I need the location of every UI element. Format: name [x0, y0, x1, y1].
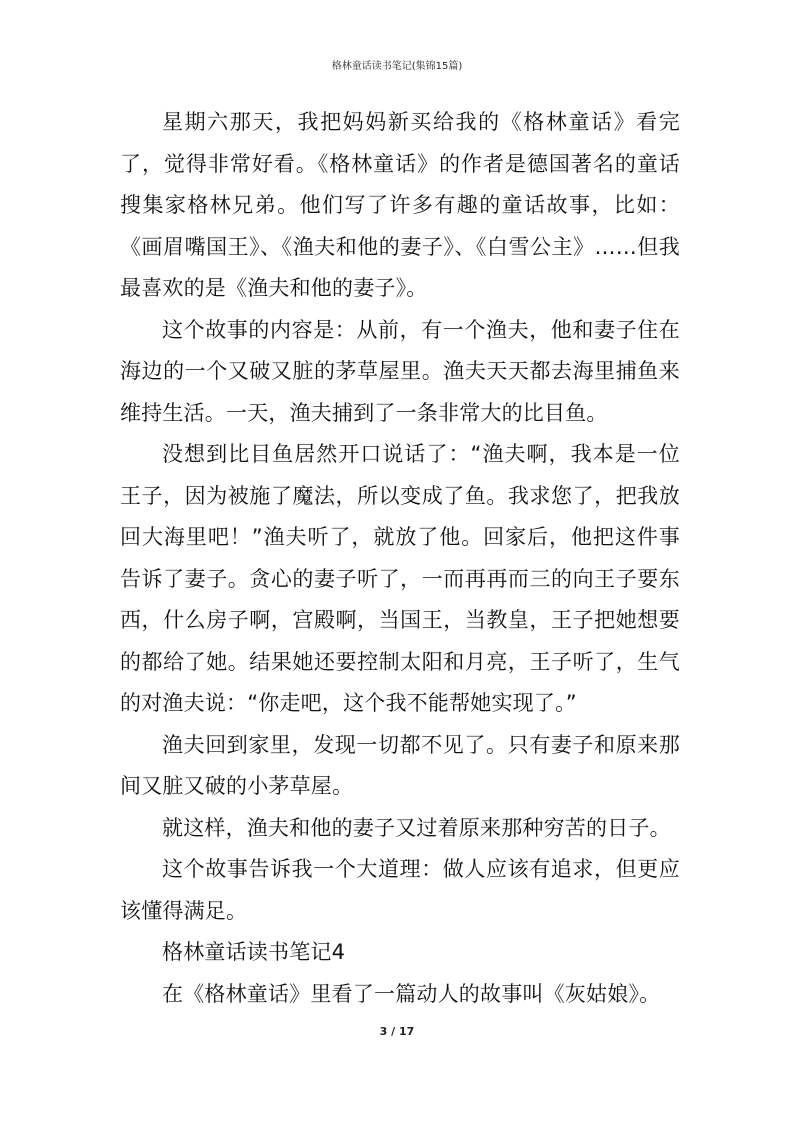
- document-body: [120, 102, 680, 1015]
- paragraph-6: 这个故事告诉我一个大道理：做人应该有追求，但更应该懂得满足。: [120, 857, 680, 923]
- paragraph-1: 星期六那天，我把妈妈新买给我的《格林童话》看完了，觉得非常好看。《格林童话》的作者是德国著名的童话搜集家格林兄弟。他们写了许多有趣的童话故事，比如：《画眉嘴国王》、《渔夫和他的妻子》、《白雪公主》……但我最喜欢的是《渔夫和他的妻子》。: [120, 110, 680, 300]
- page-header: 格林童话读书笔记(集锦15篇): [331, 61, 463, 72]
- paragraph-4: 渔夫回到家里，发现一切都不见了。只有妻子和原来那间又脏又破的小茅草屋。: [120, 732, 680, 798]
- paragraph-5: 就这样，渔夫和他的妻子又过着原来那种穷苦的日子。: [162, 815, 671, 840]
- paragraph-3: 没想到比目鱼居然开口说话了：“渔夫啊，我本是一位王子，因为被施了魔法，所以变成了鱼。我求您了，把我放回大海里吧！”渔夫听了，就放了他。回家后，他把这件事告诉了妻子。贪心的妻子听了，一而再再而三的向王子要东西，什么房子啊，宫殿啊，当国王，当教皇，王子把她想要的都给了她。结果她还要控制太阳和月亮，王子听了，生气的对渔夫说：“你走吧，这个我不能帮她实现了。”: [120, 442, 680, 715]
- paragraph-2: 这个故事的内容是：从前，有一个渔夫，他和妻子住在海边的一个又破又脏的茅草屋里。渔夫天天都去海里捕鱼来维持生活。一天，渔夫捕到了一条非常大的比目鱼。: [120, 317, 680, 425]
- paragraph-7: 在《格林童话》里看了一篇动人的故事叫《灰姑娘》。: [162, 981, 661, 1006]
- section-heading: 格林童话读书笔记4: [162, 940, 346, 964]
- page-number: 3 / 17: [379, 1025, 415, 1038]
